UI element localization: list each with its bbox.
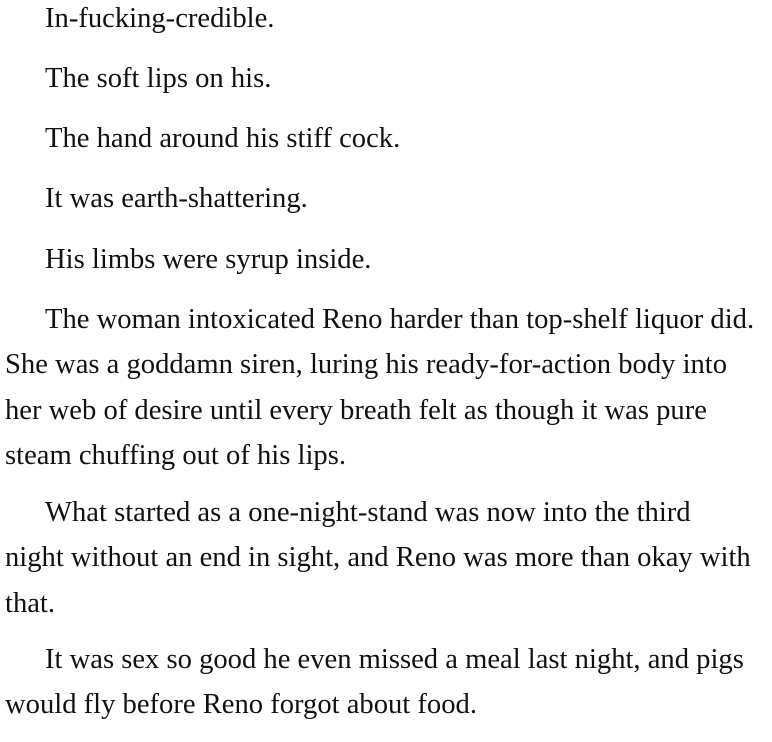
paragraph: It was sex so good he even missed a meal last night, and pigs would fly before Reno forgot about food. xyxy=(5,644,744,721)
paragraph: What started as a one-night-stand was now into the third night without an end in sight, and Reno was more than okay with that. xyxy=(5,497,751,619)
paragraph: The woman intoxicated Reno harder than top-shelf liquor did. She was a goddamn siren, luring his ready-for-action body into her web of desire until every breath felt as though it was pure steam chuffing out of his lips. xyxy=(5,304,755,471)
paragraph: The soft lips on his. xyxy=(45,63,272,94)
paragraph: In-fucking-credible. xyxy=(45,3,275,34)
paragraph: The hand around his stiff cock. xyxy=(45,123,401,154)
paragraph: It was earth-shattering. xyxy=(45,183,308,214)
paragraph: His limbs were syrup inside. xyxy=(45,244,372,275)
